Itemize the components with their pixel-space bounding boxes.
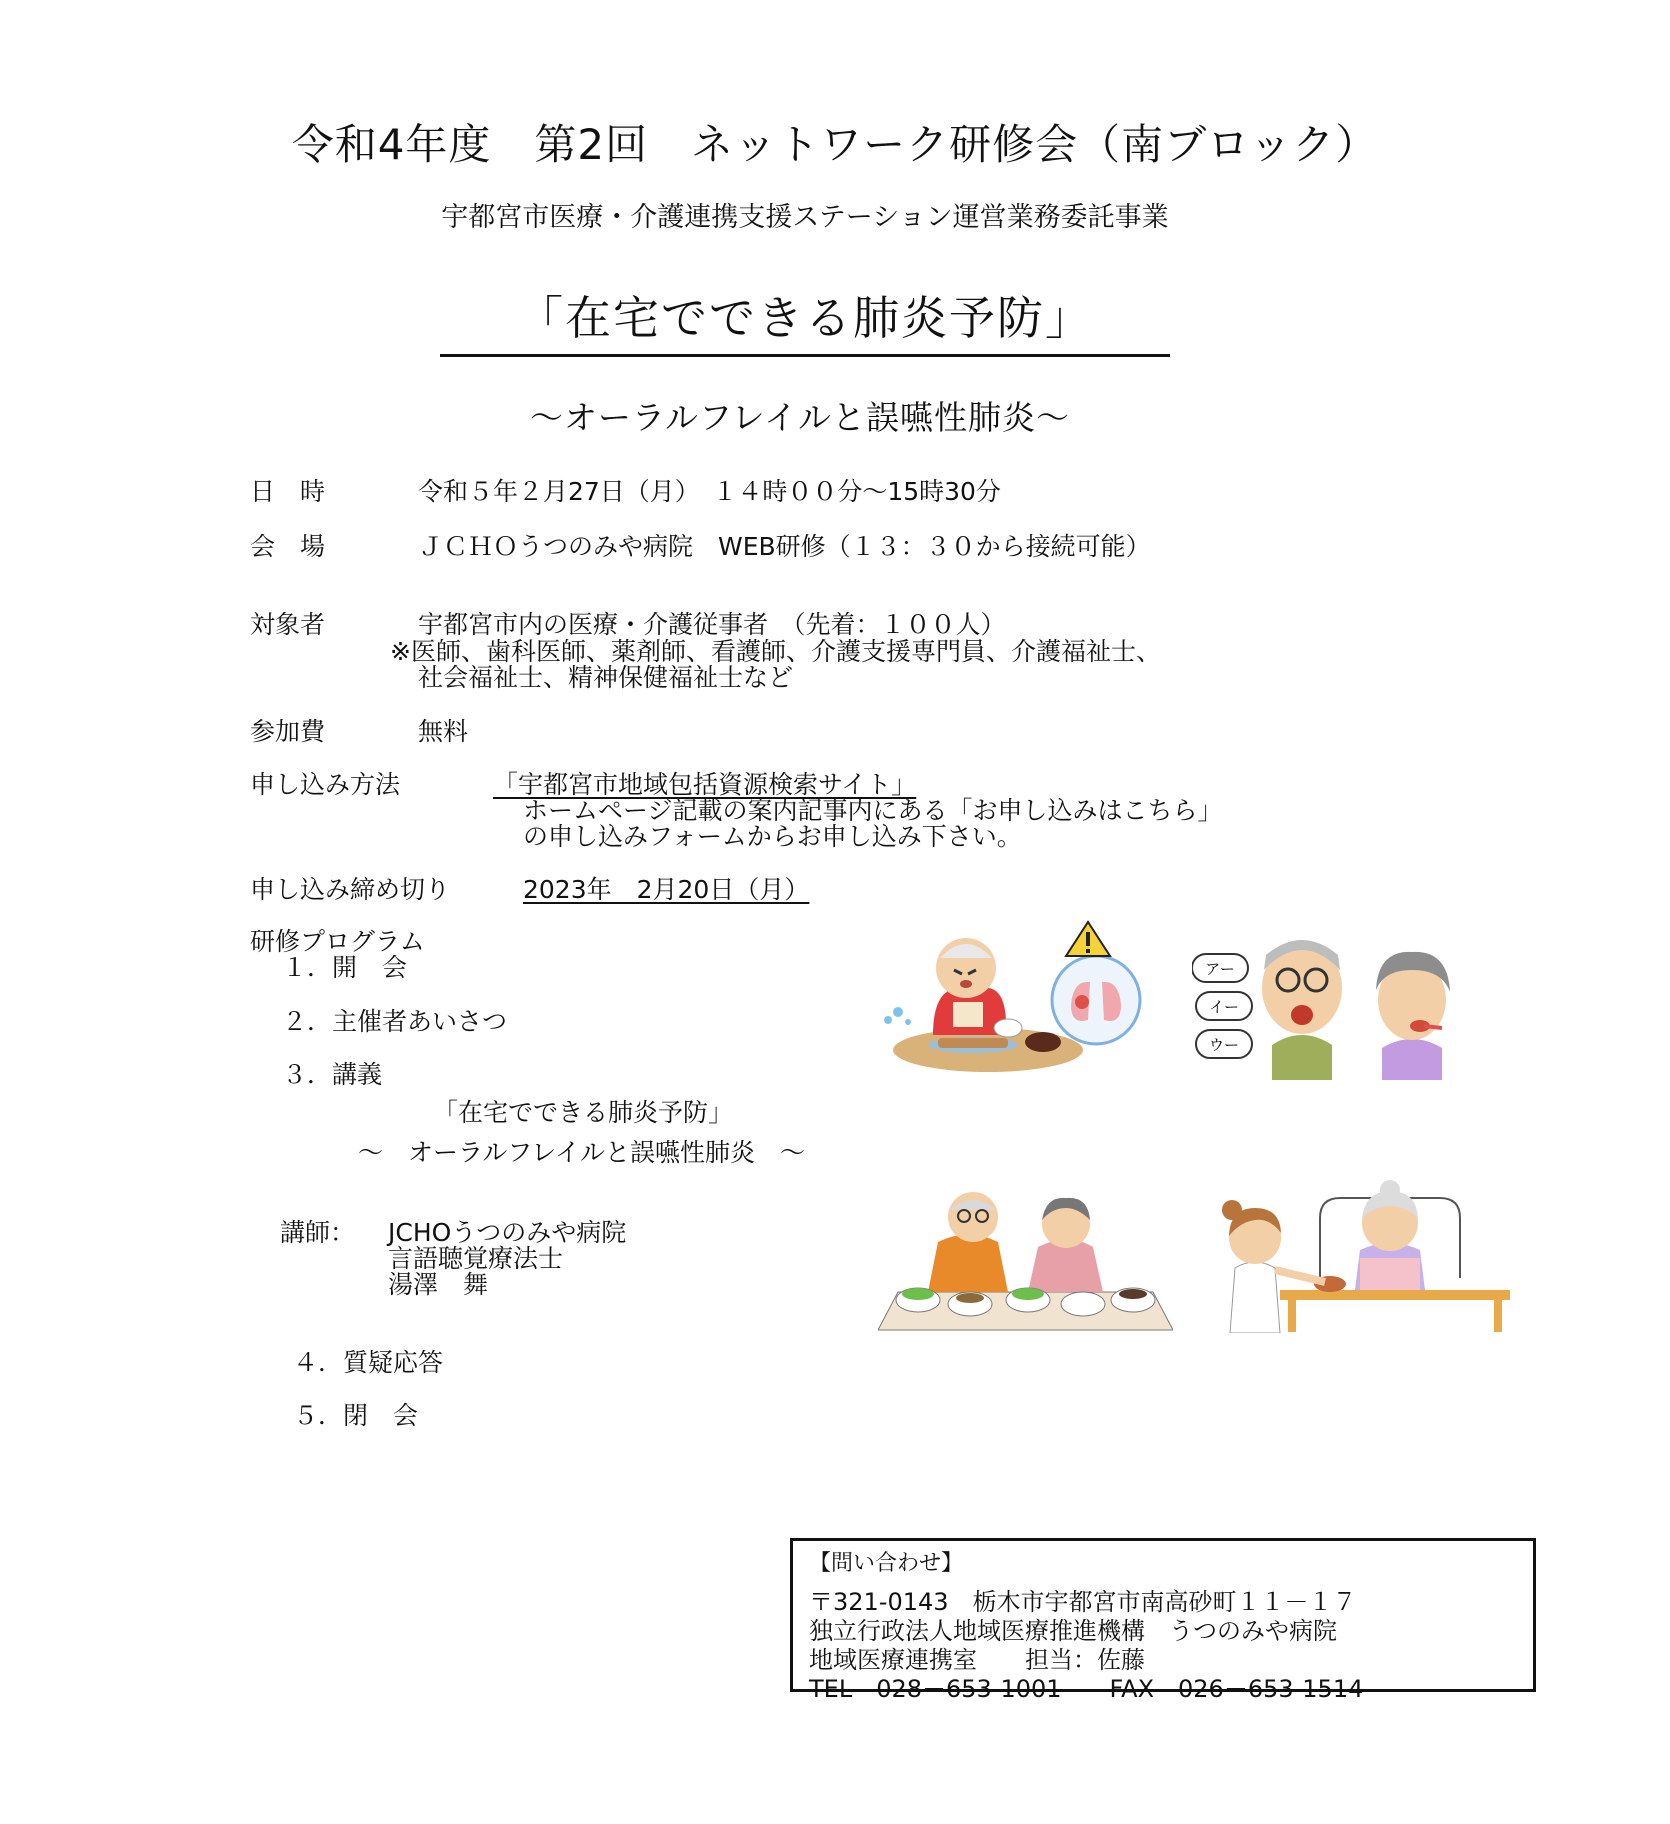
- contact-department: 地域医療連携室 担当：佐藤: [809, 1646, 1145, 1674]
- caregiver-feeding-illustration: [1210, 1178, 1510, 1333]
- target-note-1: ※医師、歯科医師、薬剤師、看護師、介護支援専門員、介護福祉士、: [390, 637, 1161, 666]
- deadline-value: 2023年 2月20日（月）: [523, 875, 810, 904]
- contact-phone-fax: TEL 028－653-1001 FAX 026－653-1514: [809, 1675, 1364, 1703]
- datetime-label: 日 時: [250, 477, 326, 506]
- bubble-i: イー: [1208, 998, 1240, 1016]
- fee-value: 無料: [418, 717, 469, 746]
- program-heading: 研修プログラム: [250, 927, 425, 956]
- venue-value: ＪＣＨＯうつのみや病院 WEB研修（１３：３０から接続可能）: [418, 532, 1151, 561]
- apply-label: 申し込み方法: [250, 770, 401, 799]
- apply-instruction-1: ホームページ記載の案内記事内にある「お申し込みはこちら」: [523, 796, 1223, 825]
- apply-site-link[interactable]: 「宇都宮市地域包括資源検索サイト」: [493, 770, 917, 799]
- program-item-1: １．開 会: [282, 953, 408, 982]
- program-lecture-title: 「在宅でできる肺炎予防」: [433, 1098, 734, 1127]
- lecturer-role: 言語聴覚療法士: [388, 1244, 564, 1273]
- lecture-title: 「在宅でできる肺炎予防」: [440, 282, 1170, 357]
- target-value: 宇都宮市内の医療・介護従事者 （先着：１００人）: [418, 610, 1006, 639]
- lecturer-label: 講師：: [280, 1218, 356, 1247]
- bubble-u: ウー: [1208, 1036, 1240, 1054]
- page-title: 令和4年度 第2回 ネットワーク研修会（南ブロック）: [291, 120, 1379, 169]
- deadline-label: 申し込み締め切り: [250, 875, 451, 904]
- page-subtitle: 宇都宮市医療・介護連携支援ステーション運営業務委託事業: [441, 202, 1169, 233]
- program-item-3: ３．講義: [282, 1060, 383, 1089]
- couple-eating-illustration: [878, 1182, 1173, 1332]
- contact-address: 〒321-0143 栃木市宇都宮市南高砂町１１－１７: [809, 1588, 1357, 1616]
- coughing-elder-illustration: [878, 920, 1168, 1080]
- program-lecture-subtitle: ～ オーラルフレイルと誤嚥性肺炎 ～: [358, 1138, 806, 1167]
- lecture-subtitle: ～オーラルフレイルと誤嚥性肺炎～: [529, 398, 1071, 437]
- lecturer-org: JCHOうつのみや病院: [388, 1218, 627, 1247]
- bubble-a: アー: [1205, 960, 1235, 978]
- program-item-4: ４．質疑応答: [293, 1348, 444, 1377]
- target-note-2: 社会福祉士、精神保健福祉士など: [418, 663, 794, 692]
- venue-label: 会 場: [250, 532, 326, 561]
- target-label: 対象者: [250, 610, 326, 639]
- contact-box: [790, 1538, 1536, 1703]
- lecturer-name: 湯澤 舞: [388, 1270, 489, 1299]
- mouth-exercise-illustration: [1192, 930, 1472, 1080]
- program-item-5: ５．閉 会: [293, 1401, 419, 1430]
- contact-organization: 独立行政法人地域医療推進機構 うつのみや病院: [809, 1617, 1337, 1645]
- datetime-value: 令和５年２月27日（月） １４時００分～15時30分: [418, 477, 1001, 506]
- fee-label: 参加費: [250, 717, 326, 746]
- apply-instruction-2: の申し込みフォームからお申し込み下さい。: [523, 822, 1022, 851]
- contact-heading: 【問い合わせ】: [809, 1551, 964, 1576]
- program-item-2: ２．主催者あいさつ: [282, 1007, 508, 1036]
